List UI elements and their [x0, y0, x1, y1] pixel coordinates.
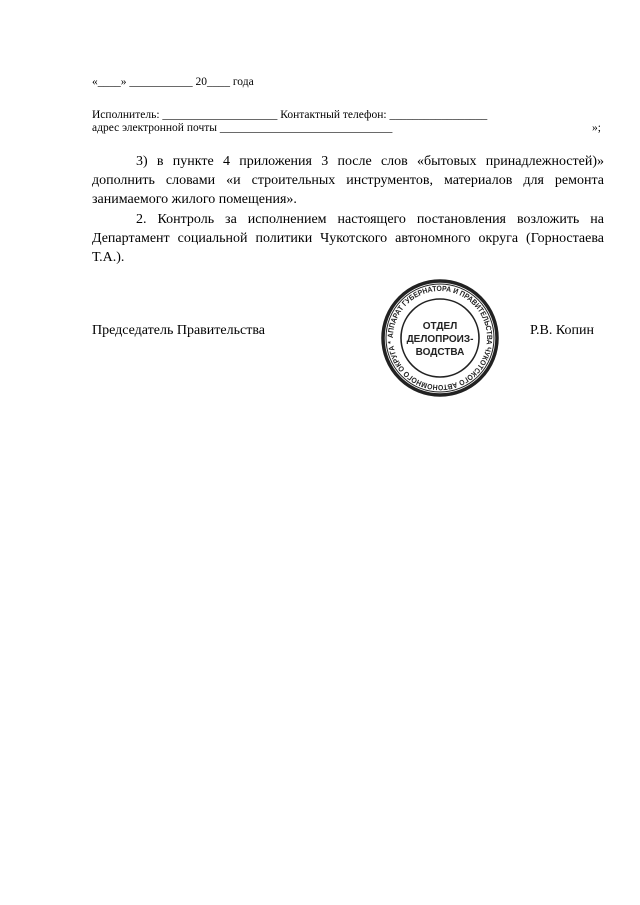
official-stamp [380, 278, 500, 398]
signatory-name: Р.В. Копин [530, 323, 594, 338]
email-line-end: »; [592, 122, 601, 134]
email-line: адрес электронной почты ______________________________ [92, 122, 393, 134]
paragraph-item-3-text: 3) в пункте 4 приложения 3 после слов «бытовых принадлежностей)» дополнить словами «и строительных инструментов, материалов для ремонта занимаемого жилого помещения». [92, 154, 604, 207]
signatory-title: Председатель Правительства [92, 323, 265, 338]
stamp-line-1: ОТДЕЛ [422, 321, 458, 332]
stamp-ring-text: АППАРАТ ГУБЕРНАТОРА И ПРАВИТЕЛЬСТВА ЧУКОТСКОГО АВТОНОМНОГО ОКРУГА * [385, 283, 495, 393]
paragraph-2 [92, 210, 604, 267]
paragraph-2-text: 2. Контроль за исполнением настоящего постановления возложить на Департамент социальной политики Чукотского автономного округа (Горностаева Т.А.). [92, 212, 604, 265]
paragraph-item-3 [92, 152, 604, 209]
date-field: «____» ___________ 20____ года [92, 76, 254, 88]
stamp-line-2: ДЕЛОПРОИЗ- [406, 334, 474, 345]
stamp-line-3: ВОДСТВА [415, 347, 465, 358]
executor-contact-line: Исполнитель: ____________________ Контактный телефон: _________________ [92, 109, 488, 121]
